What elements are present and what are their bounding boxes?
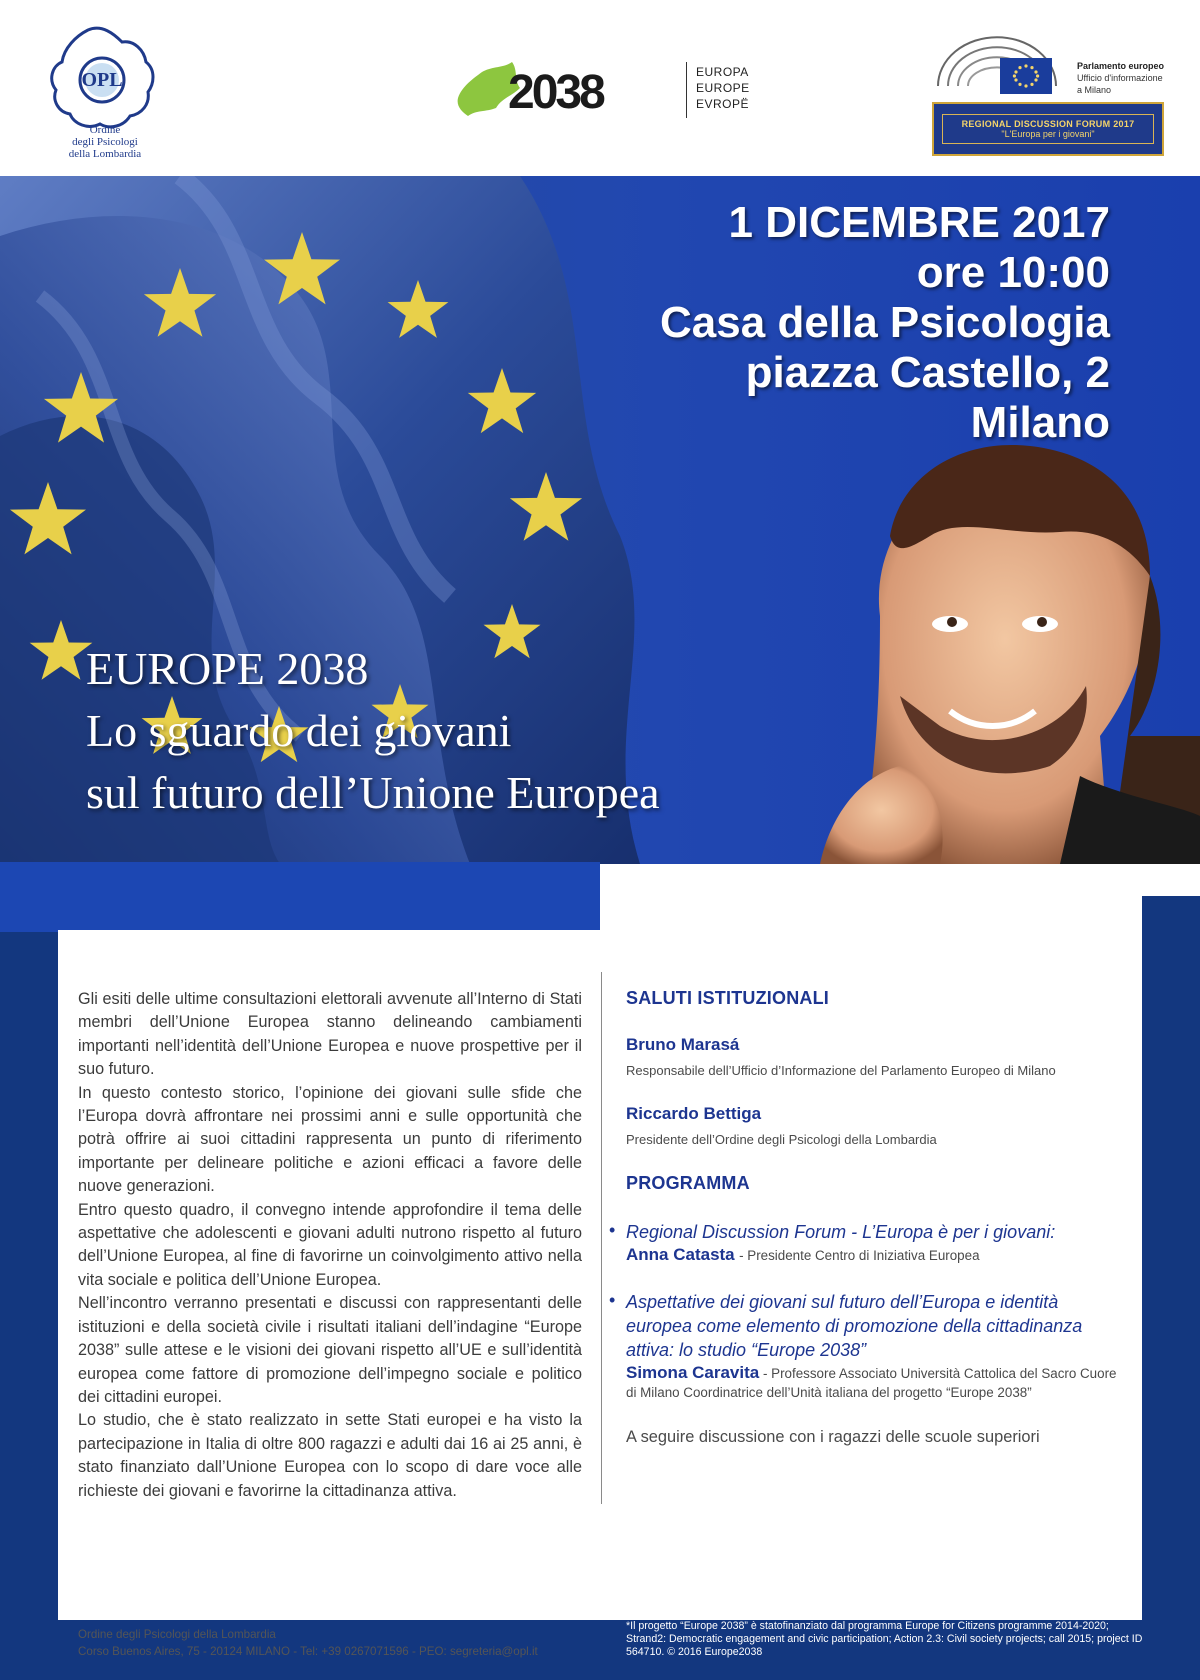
event-address: piazza Castello, 2: [745, 348, 1110, 397]
intro-paragraph-1: Gli esiti delle ultime consultazioni elettorali avvenute all’Interno di Stati membri dell’Unione Europea stanno delineando cambiamenti importanti nell’identità dell’Unione Europea e nuove prospettive per il suo futuro.: [78, 990, 582, 1079]
title-line-2: Lo sguardo dei giovani: [86, 705, 512, 756]
person-name: Riccardo Bettiga: [626, 1104, 762, 1123]
title-line-3: sul futuro dell’Unione Europea: [86, 767, 660, 818]
event-city: Milano: [970, 398, 1110, 447]
program-speaker: Simona Caravita: [626, 1363, 760, 1382]
intro-paragraph-3: Entro questo quadro, il convegno intende approfondire il tema delle aspettative che adolescenti e giovani adulti nutrono rispetto al futuro dell’Unione Europea, al fine di favorirne un coinvolgimento attivo nella vita sociale e politica dell’Unione Europea.: [78, 1200, 582, 1289]
regional-forum-badge: [932, 102, 1164, 156]
event-venue: Casa della Psicologia: [660, 298, 1110, 347]
logo-2038-text: 2038: [508, 66, 603, 119]
logo-divider: [686, 62, 687, 118]
program-speaker-role: - Professore Associato Università Cattolica del Sacro Cuore di Milano Coordinatrice dell’Unità italiana del progetto “Europe 2038”: [626, 1366, 1117, 1400]
opl-line3: della Lombardia: [68, 148, 142, 160]
logo-2038-languages: [696, 64, 750, 112]
parliament-line3: a Milano: [1077, 85, 1112, 95]
program-item-2: [609, 1290, 1126, 1402]
intro-text: [78, 988, 582, 1503]
program-item-title: Aspettative dei giovani sul futuro dell’Europa e identità europea come elemento di promozione della cittadinanza attiva: lo studio “Europe 2038”: [626, 1292, 1083, 1360]
footer-contact: [78, 1626, 538, 1660]
column-divider: [601, 972, 602, 1504]
person-role: Presidente dell’Ordine degli Psicologi della Lombardia: [626, 1132, 937, 1147]
event-date: 1 DICEMBRE 2017: [728, 198, 1110, 247]
header: [0, 0, 1200, 176]
program-speaker: Anna Catasta: [626, 1245, 735, 1264]
parliament-logo-block: [932, 30, 1168, 158]
bullet-icon: •: [609, 1220, 616, 1240]
logo-word-1: EUROPA: [696, 65, 749, 79]
greeting-person-2: [626, 1104, 1126, 1147]
greetings-heading: SALUTI ISTITUZIONALI: [626, 988, 829, 1008]
intro-paragraph-2: In questo contesto storico, l’opinione dei giovani sulle sfide che l’Europa dovrà affrontare nei prossimi anni e sulle opportunità che potrà offrire ai suoi cittadini rappresenta un punto di riferimento importante per delineare politiche e azioni efficaci a favore delle nuove generazioni.: [78, 1083, 582, 1196]
royal-blue-band: [0, 862, 600, 932]
agenda-column: [609, 988, 1126, 1447]
europe-2038-logo: [452, 58, 682, 120]
bullet-icon: •: [609, 1290, 616, 1310]
opl-line2: degli Psicologi: [72, 136, 138, 148]
follow-up-note: A seguire discussione con i ragazzi delle scuole superiori: [626, 1428, 1040, 1446]
footer-funding-note: *Il progetto “Europe 2038” è statofinanziato dal programma Europe for Citizens programme 2014-2020; Strand2: Democratic engagement and civic participation; Action 2.3: Civil society projects; call 2015; project ID 564710. © 2016 Europe2038: [626, 1620, 1143, 1658]
logo-word-2: EUROPE: [696, 81, 750, 95]
person-role: Responsabile dell’Ufficio d’Informazione del Parlamento Europeo di Milano: [626, 1063, 1056, 1078]
opl-wordmark: [40, 124, 170, 160]
title-line-1: EUROPE 2038: [86, 643, 369, 694]
parliament-line1: Parlamento europeo: [1077, 61, 1165, 71]
opl-monogram: OPL: [81, 69, 123, 91]
greeting-person-1: [626, 1035, 1126, 1078]
content-top-strip: [600, 896, 1142, 930]
program-item-title: Regional Discussion Forum - L’Europa è per i giovani:: [626, 1222, 1056, 1242]
event-title: [86, 638, 660, 824]
program-item-1: [609, 1220, 1126, 1266]
footer-org: Ordine degli Psicologi della Lombardia: [78, 1628, 276, 1641]
event-details: [660, 198, 1110, 448]
forum-title: REGIONAL DISCUSSION FORUM 2017: [961, 119, 1135, 129]
parliament-text: [1077, 60, 1164, 96]
parliament-line2: Ufficio d'informazione: [1077, 73, 1163, 83]
eu-flag-icon: [1000, 58, 1052, 94]
footer-address: Corso Buenos Aires, 75 - 20124 MILANO - Tel: +39 0267071596 - PEO: segreteria@opl.it: [78, 1645, 538, 1658]
forum-subtitle: "L'Europa per i giovani": [1001, 129, 1095, 139]
intro-paragraph-4: Nell’incontro verranno presentati e discussi con rappresentanti delle istituzioni e della società civile i risultati italiani dell’indagine “Europe 2038” sulle attese e le visioni dei giovani rispetto all’UE e sull’identità europea come fattore di promozione dell’impegno sociale e politico dei cittadini europei.: [78, 1294, 582, 1406]
logo-word-3: EVROPË: [696, 97, 750, 111]
event-time: ore 10:00: [916, 248, 1110, 297]
program-heading: PROGRAMMA: [626, 1173, 750, 1193]
intro-paragraph-5: Lo studio, che è stato realizzato in sette Stati europei e ha visto la partecipazione in Italia di oltre 800 ragazzi e adulti dai 16 ai 25 anni, è stato finanziato dall’Unione Europea con lo scopo di dare voce alle richieste dei giovani e favorirne la cittadinanza attiva.: [78, 1411, 582, 1500]
hero-banner: [0, 176, 1200, 864]
opl-line1: Ordine: [89, 124, 121, 136]
person-name: Bruno Marasá: [626, 1035, 740, 1054]
program-speaker-role: - Presidente Centro di Iniziativa Europea: [739, 1248, 980, 1263]
